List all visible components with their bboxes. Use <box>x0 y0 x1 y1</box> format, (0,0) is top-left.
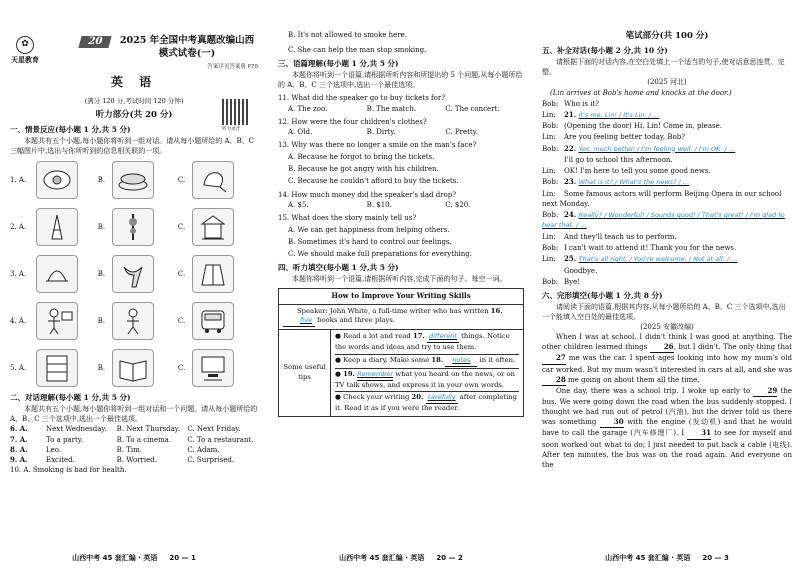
tv-tower-icon <box>116 212 150 242</box>
star-logo-icon: ✿ <box>16 36 34 54</box>
option-b[interactable]: B. <box>98 255 178 293</box>
table-side-label: Some useful tips <box>279 330 331 417</box>
coat-icon <box>196 259 230 289</box>
picture-questions <box>10 156 258 391</box>
option-b[interactable]: B. <box>98 161 178 199</box>
section-5-instructions: 请根据下面的对话内容,在空白处填上一个适当的句子,使对话意思连贯、完整。 <box>542 58 785 77</box>
dialogue-line: Bob: Bye! <box>542 277 581 286</box>
answer-17: different <box>428 332 457 341</box>
question-10-b: B. It's not allowed to smoke here. <box>288 31 408 39</box>
blank-30: 30 <box>600 417 624 428</box>
dialogue-line: Bob: 24. Really? / Wonderful! / Sounds good! / That's great! / I'm glad to hear that. / … <box>542 210 785 230</box>
answer-18: notes <box>452 355 471 364</box>
question-11: 11. What did the speaker go to buy tickets for? A. The zoo. B. The match. C. The concert. <box>278 93 524 113</box>
answer-option[interactable]: B. Dirty. <box>366 127 396 136</box>
bookcase-icon <box>40 353 74 383</box>
chicken-icon <box>196 165 230 195</box>
answer-option[interactable]: B. $10. <box>366 200 392 209</box>
section-5-scene: (Lin arrives at Bob's home and knocks at the door.) <box>550 88 732 97</box>
question-12: 12. How were the four children's clothes? A. Old. B. Dirty. C. Pretty. <box>278 117 524 137</box>
answer-20: carefully <box>427 393 456 402</box>
writing-skills-table <box>278 288 524 417</box>
option-b[interactable]: B. <box>98 302 178 340</box>
answer-option[interactable]: C. We should make full preparations for everything. <box>288 250 472 259</box>
option-c[interactable]: C. <box>178 208 258 246</box>
dialogue-line: Goodbye. <box>564 266 598 275</box>
dialogue-line: Lin: 21. It's me, Lin! / It's Lin. / … <box>542 109 660 119</box>
option-b[interactable]: B. <box>98 208 178 246</box>
dialogue-line: Bob: Who is it? <box>542 99 600 108</box>
section-5-source: (2025 河北) <box>647 78 687 87</box>
answer-option[interactable]: C. $20. <box>445 200 471 209</box>
question-13: 13. Why was there no longer a smile on the man's face? A. Because he forgot to bring the tickets. B. Because he got angry with his children. C. Because he couldn't afford to buy the tickets. <box>278 140 524 187</box>
teacher-icon <box>40 306 74 336</box>
option-b[interactable]: B. <box>98 349 178 387</box>
tower-icon <box>40 212 74 242</box>
tip-20: ● Check your writing 20. carefully after completing it. Read it as if you were the reader. <box>335 391 519 414</box>
answer-option[interactable]: A. The zoo. <box>288 104 328 113</box>
answer-option[interactable]: A. Old. <box>288 127 313 136</box>
question-8: 8. A. Leo. B. Tim. C. Adam. <box>10 444 220 454</box>
section-6-title: 六、完形填空(每小题 1 分,共 8 分) <box>542 290 663 300</box>
tips-list <box>331 330 524 417</box>
section-6-instructions: 请阅读下面的语篇,根据其内容,从每小题所给的 A、B、C 三个选项中,选出一个能填入空白处的最佳选项。 <box>542 302 786 321</box>
answer-19: Remember <box>357 369 394 378</box>
answer-23: What is it? / What's the news? / … <box>578 178 690 187</box>
column-2 <box>270 0 532 569</box>
option-a[interactable]: 1. A. <box>10 161 98 199</box>
dialogue-line: Lin: 25. That's all right. / You're welcome. / Not at all. / … <box>542 254 738 264</box>
blank-28: 28 <box>542 375 566 386</box>
blank-27: 27 <box>542 353 566 364</box>
table-heading: How to Improve Your Writing Skills <box>279 289 524 304</box>
qr-label: 听力录音 <box>222 127 240 132</box>
option-a[interactable]: 4. A. <box>10 302 98 340</box>
section-2-instructions: 本题共有五个小题,每小题你将听到一组对话和一个问题。请从每小题所给的 A、B、C 三个选项中,选出一个最佳选项。 <box>10 405 258 424</box>
picture-question-3 <box>10 250 258 297</box>
question-7: 7. A. To a party. B. To a cinema. C. To a restaurant. <box>10 434 254 444</box>
temple-icon <box>196 212 230 242</box>
answer-21: It's me, Lin! / It's Lin. / … <box>578 110 660 119</box>
question-9: 9. A. Excited. B. Worried. C. Surprised. <box>10 454 235 464</box>
section-4-instructions: 本题你将听到一个语篇,请根据所听内容,完成下面的句子。每空一词。 <box>292 275 507 284</box>
column-1 <box>0 0 268 569</box>
answer-option[interactable]: B. The match. <box>366 104 417 113</box>
answer-option[interactable]: C. Because he couldn't afford to buy the tickets. <box>288 177 459 186</box>
option-c[interactable]: C. <box>178 161 258 199</box>
section-3-questions <box>278 93 524 259</box>
table-intro: Speaker: John White, a full-time writer who has written 16. five books and three plays. <box>279 304 524 330</box>
answer-option[interactable]: A. We can get happiness from helping others. <box>288 225 450 234</box>
paper-number: 20 <box>78 36 111 48</box>
answer-25: That's all right. / You're welcome. / Not at all. / … <box>578 255 738 264</box>
answer-option[interactable]: B. Because he got angry with his children. <box>288 165 439 174</box>
question-6: 6. A. Next Wednesday. B. Next Thursday. C. Next Friday. <box>10 424 241 434</box>
question-15: 15. What does the story mainly tell us? A. We can get happiness from helping others. B. Sometimes it's hard to control our feelings. C. We should make full preparations for everything. <box>278 213 524 260</box>
bus-icon <box>196 306 230 336</box>
section-2-questions <box>10 424 258 465</box>
cloze-paragraph-2: One day, there was a school trip. I woke up early to 29 the bus. We were going down the road when the bus suddenly stopped. I thought we had run out of petrol (汽油), but the driver told us there was something 30 with the engine (发动机) and that he would have to call the garage (汽车修理厂). I 31 to see for myself and soon worked out what to do; I just needed to put back a cable (电线). After ten minutes, the bus was on the road again. And everyone on the <box>542 385 792 469</box>
dialogue-line: Lin: And they'll teach us to perform. <box>542 232 677 241</box>
question-14: 14. How much money did the speaker's dad drop? A. $5. B. $10. C. $20. <box>278 190 524 210</box>
option-c[interactable]: C. <box>178 255 258 293</box>
option-c[interactable]: C. <box>178 302 258 340</box>
publisher-logo <box>8 36 42 66</box>
score-note: (满分 120 分,考试时间 120 分钟) <box>84 97 184 106</box>
answer-option[interactable]: C. The concert. <box>445 104 500 113</box>
answer-reference: 答案详见答案册 P70 <box>207 64 258 70</box>
question-10-c: C. She can help the man stop smoking. <box>288 46 427 55</box>
dialogue <box>542 99 792 287</box>
blank-31: 31 <box>687 428 711 439</box>
option-c[interactable]: C. <box>178 349 258 387</box>
dialogue-line: Bob: I can't wait to attend it! Thank you for the news. <box>542 243 737 252</box>
section-1-instructions: 本题共有五个小题,每小题你将听到一组对话。请从每小题所给的 A、B、C 三幅图片中,选出与你所听到的信息相关联的一项。 <box>10 137 255 156</box>
column-3 <box>534 0 800 569</box>
blank-26: 26 <box>650 342 674 353</box>
dialogue-line: Bob: 22. Yes, much better. / I'm feeling well. / I'm OK. / … <box>542 143 736 153</box>
logo-text: 天星教育 <box>11 56 39 64</box>
computer-icon <box>196 353 230 383</box>
picture-question-1 <box>10 156 258 203</box>
dialogue-line: Bob: 23. What is it? / What's the news? / … <box>542 177 690 187</box>
section-1-title: 一、情景反应(每小题 1 分,共 5 分) <box>10 125 131 135</box>
scarf-icon <box>116 259 150 289</box>
answer-option[interactable]: C. Pretty. <box>445 127 478 136</box>
egg-icon <box>40 165 74 195</box>
answer-option[interactable]: A. Because he forgot to bring the tickets. <box>288 153 435 162</box>
pancake-icon <box>116 165 150 195</box>
footer-2: 山西中考 45 套汇编 · 英语 20 — 2 <box>339 553 463 562</box>
question-10-a: 10. A. Smoking is bad for health. <box>10 466 127 474</box>
answer-22: Yes, much better. / I'm feeling well. / I'm OK. / … <box>578 144 736 153</box>
dialogue-line: Bob: (Opening the door) Hi, Lin! Come in, please. <box>542 122 722 131</box>
section-2-title: 二、对话理解(每小题 1 分,共 5 分) <box>10 393 131 403</box>
answer-option[interactable]: B. Sometimes it's hard to control our feelings. <box>288 238 452 247</box>
boy-icon <box>116 306 150 336</box>
footer-3: 山西中考 45 套汇编 · 英语 20 — 3 <box>605 553 729 562</box>
picture-question-4 <box>10 297 258 344</box>
tip-18: ● Keep a diary. Make some 18. notes in it often. <box>335 354 519 367</box>
listening-part-title: 听力部分(共 20 分) <box>95 109 173 120</box>
answer-option[interactable]: A. $5. <box>288 200 309 209</box>
dialogue-line: Lin: Some famous actors will perform Beijing Opera in our school next Monday. <box>542 189 782 208</box>
cloze-paragraph-1: When I was at school, I didn't think I was good at anything. The other children learned things 26, but I didn't. The only thing that 27 me was the car. I spent ages looking into how my mum's old car worked. But my mum wasn't interested in cars at all, and she was 28 me going on about them all the time. <box>542 332 792 386</box>
section-3-instructions: 本题你将听到一个语篇,请根据所听内容和所提出的 5 个问题,从每小题所给的 A、B、C 三个选项中,选出一个最佳选项。 <box>278 71 523 90</box>
picture-question-5 <box>10 344 258 391</box>
option-a[interactable]: 2. A. <box>10 208 98 246</box>
subject-title: 英 语 <box>110 75 158 89</box>
option-a[interactable]: 3. A. <box>10 255 98 293</box>
dialogue-line: I'll go to school this afternoon. <box>564 156 673 165</box>
hat-icon <box>40 259 74 289</box>
book-icon <box>116 353 150 383</box>
dialogue-line: Lin: Are you feeling better today, Bob? <box>542 133 685 142</box>
section-3-title: 三、语篇理解(每小题 1 分,共 5 分) <box>278 59 399 69</box>
answer-24: Really? / Wonderful! / Sounds good! / That's great! / I'm glad to hear that. / … <box>542 211 785 230</box>
section-6-source: (2025 安徽改编) <box>640 322 694 331</box>
answer-16: five <box>299 316 313 325</box>
qr-code-icon[interactable] <box>222 99 248 125</box>
tip-17: ● Read a lot and read 17. different things. Notice the words and ideas and try to use them. <box>335 332 510 352</box>
tip-19: ● 19. Remember what you heard on the news, or on TV talk shows, and express it in your own words. <box>335 368 519 391</box>
picture-question-2 <box>10 203 258 250</box>
written-part-title: 笔试部分(共 100 分) <box>625 31 709 41</box>
option-a[interactable]: 5. A. <box>10 349 98 387</box>
dialogue-line: Lin: OK! I'm here to tell you some good news. <box>542 167 711 176</box>
paper-title: 2025 年全国中考真题改编山西 模式试卷(一) <box>119 35 255 59</box>
section-5-title: 五、补全对话(每小题 2 分,共 10 分) <box>542 46 668 56</box>
blank-29: 29 <box>753 386 777 397</box>
section-4-title: 四、听力填空(每小题 1 分,共 5 分) <box>278 263 399 273</box>
footer-1: 山西中考 45 套汇编 · 英语 20 — 1 <box>72 553 196 562</box>
